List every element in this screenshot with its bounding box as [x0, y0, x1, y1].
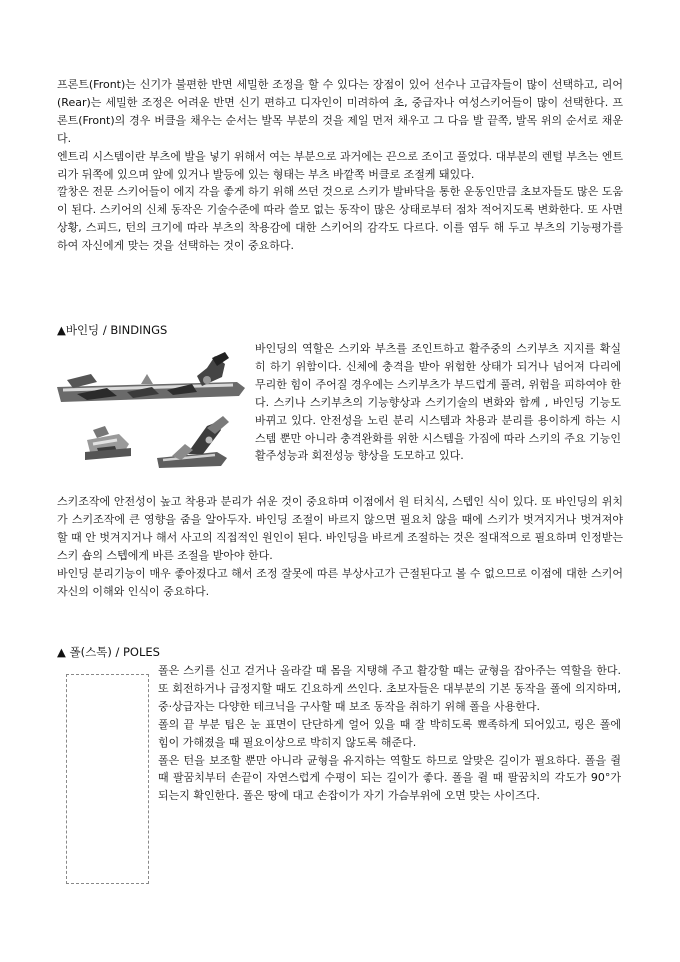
poles-paragraph-length: 폴은 턴을 보조할 뿐만 아니라 균형을 유지하는 역할도 하므로 알맞은 길이가 필요하다. 폴을 쥘 때 팔꿈치부터 손끝이 자연스럽게 수평이 되는 길이가 좋다. 폴을 쥘 때 팔꿈치의 각도가 90°가 되는지 확인한다. 폴은 땅에 대고 손잡이가 자기 가슴부위에 오면 맞는 사이즈다. — [158, 753, 621, 803]
intro-section — [57, 76, 623, 255]
poles-heading: ▲ 폴(스톡) / POLES — [57, 645, 160, 659]
bindings-full-text — [57, 493, 623, 600]
bindings-image — [57, 344, 250, 500]
binding-toe-piece — [85, 426, 131, 460]
bindings-side-text: 바인딩의 역할은 스키와 부츠를 조인트하고 활주중의 스키부츠 지지를 확실히 하기 위함이다. 신체에 충격을 받아 위험한 상태가 되거나 넘어져 다리에 무리한 힘이 주어질 경우에는 스키부츠가 부드럽게 풀려, 위험을 피하여야 한다. 스키나 스키부츠의 기능향상과 스키기술의 변화와 함께 , 바인딩 기능도 바뀌고 있다. 안전성을 노린 분리 시스템과 차용과 분리를 용이하게 하는 시스템 뿐만 아니라 충격완화를 위한 시스템을 가짐에 따라 스키의 주요 기능인 활주성능과 회전성능 향상을 도모하고 있다. — [255, 342, 621, 463]
intro-paragraph-entry-system: 엔트리 시스템이란 부츠에 발을 넣기 위해서 여는 부분으로 과거에는 끈으로 조이고 풀었다. 대부분의 렌털 부츠는 엔트리가 뒤쪽에 있으며 앞에 있거나 발등에 있는 형태는 부츠 바깥쪽 버클로 조절케 돼있다. — [57, 149, 623, 181]
poles-paragraph-tip-ring: 폴의 끝 부분 팁은 눈 표면이 단단하게 얼어 있을 때 잘 박히도록 뾰족하게 되어있고, 링은 폴에 힘이 가해졌을 때 필요이상으로 박히지 않도록 해준다. — [158, 717, 621, 749]
intro-paragraph-front-rear: 프론트(Front)는 신기가 불편한 반면 세밀한 조정을 할 수 있다는 장점이 있어 선수나 고급자들이 많이 선택하고, 리어(Rear)는 세밀한 조정은 어려운 반면 신기 편하고 디자인이 미려하여 초, 중급자나 여성스키어들이 많이 선택한다. 프론트(Front)의 경우 버클을 채우는 순서는 발목 부분의 것을 제일 먼저 채우고 그 다음 발 끝쪽, 발목 위의 순서로 채운다. — [57, 78, 623, 145]
poles-text — [158, 662, 621, 805]
intro-paragraph-insole: 깔창은 전문 스키어들이 에지 각을 좋게 하기 위해 쓰던 것으로 스키가 발바닥을 통한 운동인만큼 초보자들도 많은 도움이 된다. 스키어의 신체 동작은 기술수준에 따라 쓸모 없는 동작이 많은 상태로부터 점차 적어지도록 변화한다. 또 사면상황, 스피드, 턴의 크기에 따라 부츠의 착용감에 대한 스키어의 감각도 다르다. 이를 염두 해 두고 부츠의 기능평가를 하여 자신에게 맞는 것을 선택하는 것이 중요하다. — [57, 185, 623, 253]
binding-heel-piece — [157, 416, 229, 468]
bindings-paragraph-adjustment: 스키조작에 안전성이 높고 착용과 분리가 쉬운 것이 중요하며 이점에서 원 터치식, 스텝인 식이 있다. 또 바인딩의 위치가 스키조작에 큰 영향을 줌을 알아두자. 바인딩 조절이 바르지 않으면 필요치 않을 때에 스키가 벗겨지거나 벗겨져야 할 때 안 벗겨지거나 해서 사고의 직접적인 원인이 된다. 바인딩을 바르게 조절하는 것은 절대적으로 필요하며 인정받는 스키 숍의 스텝에게 바른 조절을 받아야 한다. — [57, 495, 623, 562]
poles-image-placeholder — [66, 674, 149, 884]
bindings-paragraph-release: 바인딩 분리기능이 매우 좋아졌다고 해서 조정 잘못에 따른 부상사고가 근절된다고 볼 수 없으므로 이점에 대한 스키어 자신의 이해와 인식이 중요하다. — [57, 566, 623, 598]
poles-paragraph-role: 폴은 스키를 신고 걷거나 올라갈 때 몸을 지탱해 주고 활강할 때는 균형을 잡아주는 역할을 한다. 또 회전하거나 급정지할 때도 긴요하게 쓰인다. 초보자들은 대부분의 기본 동작을 폴에 의지하며, 중·상급자는 다양한 테크닉을 구사할 때 보조 동작을 취하기 위해 폴을 사용한다. — [158, 664, 621, 713]
binding-side-view — [57, 352, 245, 402]
bindings-heading: ▲바인딩 / BINDINGS — [57, 323, 168, 337]
